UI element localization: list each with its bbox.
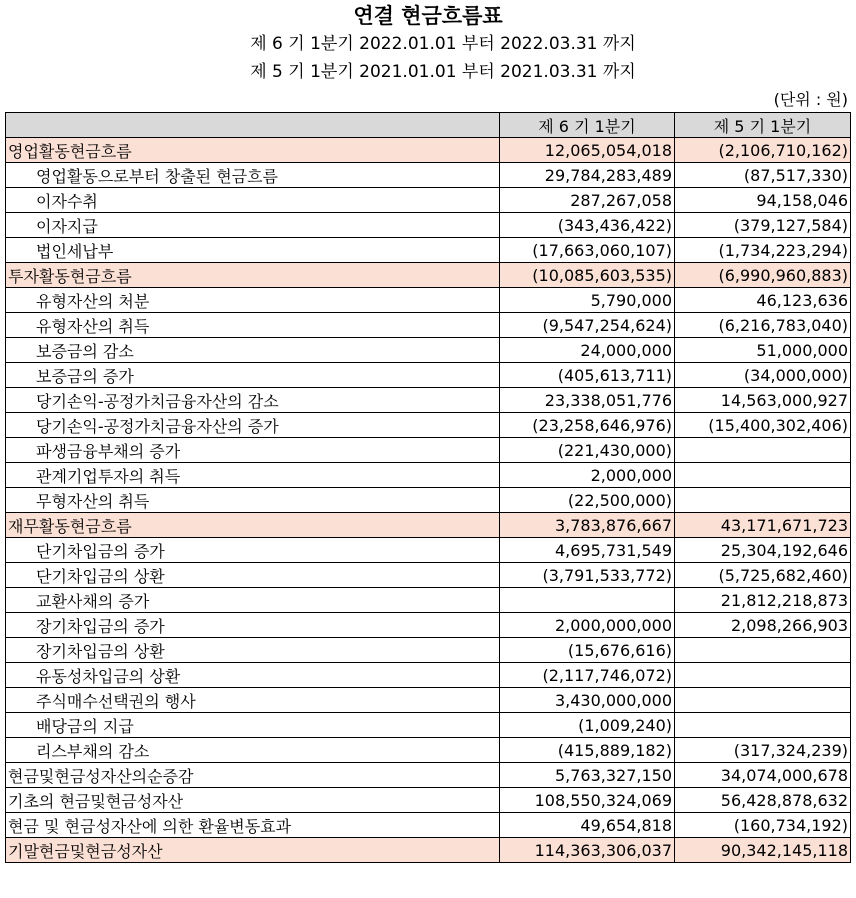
header-prior-quarter: 제 5 기 1분기 [675, 113, 851, 138]
current-amount: 12,065,054,018 [500, 138, 675, 163]
prior-amount: 34,074,000,678 [675, 763, 851, 788]
account-name: 기초의 현금및현금성자산 [6, 788, 500, 813]
prior-amount: 2,098,266,903 [675, 613, 851, 638]
current-amount: (10,085,603,535) [500, 263, 675, 288]
account-name: 현금 및 현금성자산에 의한 환율변동효과 [6, 813, 500, 838]
table-row [6, 663, 851, 688]
current-amount: (23,258,646,976) [500, 413, 675, 438]
prior-amount [675, 638, 851, 663]
account-name: 유동성차입금의 상환 [6, 663, 500, 688]
current-period: 제 6 기 1분기 2022.01.01 부터 2022.03.31 까지 [250, 34, 636, 54]
prior-amount: 46,123,636 [675, 288, 851, 313]
current-amount: (15,676,616) [500, 638, 675, 663]
table-row [6, 413, 851, 438]
current-amount: (415,889,182) [500, 738, 675, 763]
prior-amount: (87,517,330) [675, 163, 851, 188]
header-current-quarter: 제 6 기 1분기 [500, 113, 675, 138]
account-name: 교환사채의 증가 [6, 588, 500, 613]
prior-amount: (5,725,682,460) [675, 563, 851, 588]
table-row [6, 613, 851, 638]
account-name: 기말현금및현금성자산 [6, 838, 500, 863]
table-row [6, 138, 851, 163]
prior-amount: (6,216,783,040) [675, 313, 851, 338]
current-amount: (343,436,422) [500, 213, 675, 238]
table-row [6, 588, 851, 613]
current-amount: 5,790,000 [500, 288, 675, 313]
prior-amount: 90,342,145,118 [675, 838, 851, 863]
current-amount: 23,338,051,776 [500, 388, 675, 413]
current-amount: 5,763,327,150 [500, 763, 675, 788]
table-header-row [6, 113, 851, 138]
account-name: 단기차입금의 증가 [6, 538, 500, 563]
prior-amount: 43,171,671,723 [675, 513, 851, 538]
current-amount: (17,663,060,107) [500, 238, 675, 263]
table-row [6, 363, 851, 388]
account-name: 배당금의 지급 [6, 713, 500, 738]
table-row [6, 463, 851, 488]
table-row [6, 788, 851, 813]
current-amount: 49,654,818 [500, 813, 675, 838]
account-name: 이자지급 [6, 213, 500, 238]
current-amount: (9,547,254,624) [500, 313, 675, 338]
table-row [6, 738, 851, 763]
account-name: 이자수취 [6, 188, 500, 213]
table-row [6, 538, 851, 563]
table-row [6, 763, 851, 788]
prior-amount: (317,324,239) [675, 738, 851, 763]
table-row [6, 338, 851, 363]
table-row [6, 488, 851, 513]
prior-amount: (6,990,960,883) [675, 263, 851, 288]
prior-amount: 51,000,000 [675, 338, 851, 363]
prior-amount [675, 688, 851, 713]
table-row [6, 813, 851, 838]
account-name: 장기차입금의 증가 [6, 613, 500, 638]
account-name: 관계기업투자의 취득 [6, 463, 500, 488]
table-row [6, 638, 851, 663]
current-amount: (2,117,746,072) [500, 663, 675, 688]
unit-label: (단위 : 원) [773, 90, 848, 109]
account-name: 유형자산의 처분 [6, 288, 500, 313]
table-row [6, 188, 851, 213]
account-name: 영업활동현금흐름 [6, 138, 500, 163]
account-name: 법인세납부 [6, 238, 500, 263]
table-row [6, 388, 851, 413]
current-amount: 3,783,876,667 [500, 513, 675, 538]
prior-amount: (379,127,584) [675, 213, 851, 238]
account-name: 보증금의 증가 [6, 363, 500, 388]
prior-period: 제 5 기 1분기 2021.01.01 부터 2021.03.31 까지 [250, 62, 636, 82]
prior-amount: 94,158,046 [675, 188, 851, 213]
current-amount: 24,000,000 [500, 338, 675, 363]
account-name: 보증금의 감소 [6, 338, 500, 363]
table-row [6, 263, 851, 288]
current-amount: 29,784,283,489 [500, 163, 675, 188]
table-row [6, 563, 851, 588]
prior-amount: 14,563,000,927 [675, 388, 851, 413]
table-body [6, 138, 851, 863]
prior-amount [675, 663, 851, 688]
prior-amount: 56,428,878,632 [675, 788, 851, 813]
prior-amount: (15,400,302,406) [675, 413, 851, 438]
prior-amount [675, 463, 851, 488]
current-amount: 114,363,306,037 [500, 838, 675, 863]
account-name: 단기차입금의 상환 [6, 563, 500, 588]
table-row [6, 438, 851, 463]
prior-amount: (160,734,192) [675, 813, 851, 838]
table-row [6, 213, 851, 238]
current-amount: 4,695,731,549 [500, 538, 675, 563]
current-amount [500, 588, 675, 613]
prior-amount: (2,106,710,162) [675, 138, 851, 163]
account-name: 투자활동현금흐름 [6, 263, 500, 288]
account-name: 당기손익-공정가치금융자산의 증가 [6, 413, 500, 438]
account-name: 유형자산의 취득 [6, 313, 500, 338]
account-name: 파생금융부채의 증가 [6, 438, 500, 463]
current-amount: 2,000,000,000 [500, 613, 675, 638]
prior-amount [675, 713, 851, 738]
current-amount: 2,000,000 [500, 463, 675, 488]
account-name: 무형자산의 취득 [6, 488, 500, 513]
table-row [6, 288, 851, 313]
current-amount: (3,791,533,772) [500, 563, 675, 588]
statement-title: 연결 현금흐름표 [353, 3, 503, 28]
current-amount: 287,267,058 [500, 188, 675, 213]
account-name: 장기차입금의 상환 [6, 638, 500, 663]
table-row [6, 713, 851, 738]
prior-amount: (34,000,000) [675, 363, 851, 388]
prior-amount: 25,304,192,646 [675, 538, 851, 563]
current-amount: (405,613,711) [500, 363, 675, 388]
current-amount: (221,430,000) [500, 438, 675, 463]
table-row [6, 238, 851, 263]
prior-amount: 21,812,218,873 [675, 588, 851, 613]
account-name: 리스부채의 감소 [6, 738, 500, 763]
current-amount: (1,009,240) [500, 713, 675, 738]
table-row [6, 513, 851, 538]
header-account [6, 113, 500, 138]
table-row [6, 688, 851, 713]
table-row [6, 163, 851, 188]
current-amount: 3,430,000,000 [500, 688, 675, 713]
account-name: 당기손익-공정가치금융자산의 감소 [6, 388, 500, 413]
table-row [6, 313, 851, 338]
account-name: 주식매수선택권의 행사 [6, 688, 500, 713]
prior-amount: (1,734,223,294) [675, 238, 851, 263]
account-name: 현금및현금성자산의순증감 [6, 763, 500, 788]
account-name: 재무활동현금흐름 [6, 513, 500, 538]
current-amount: (22,500,000) [500, 488, 675, 513]
current-amount: 108,550,324,069 [500, 788, 675, 813]
prior-amount [675, 488, 851, 513]
cash-flow-table [5, 112, 851, 863]
prior-amount [675, 438, 851, 463]
table-row [6, 838, 851, 863]
account-name: 영업활동으로부터 창출된 현금흐름 [6, 163, 500, 188]
